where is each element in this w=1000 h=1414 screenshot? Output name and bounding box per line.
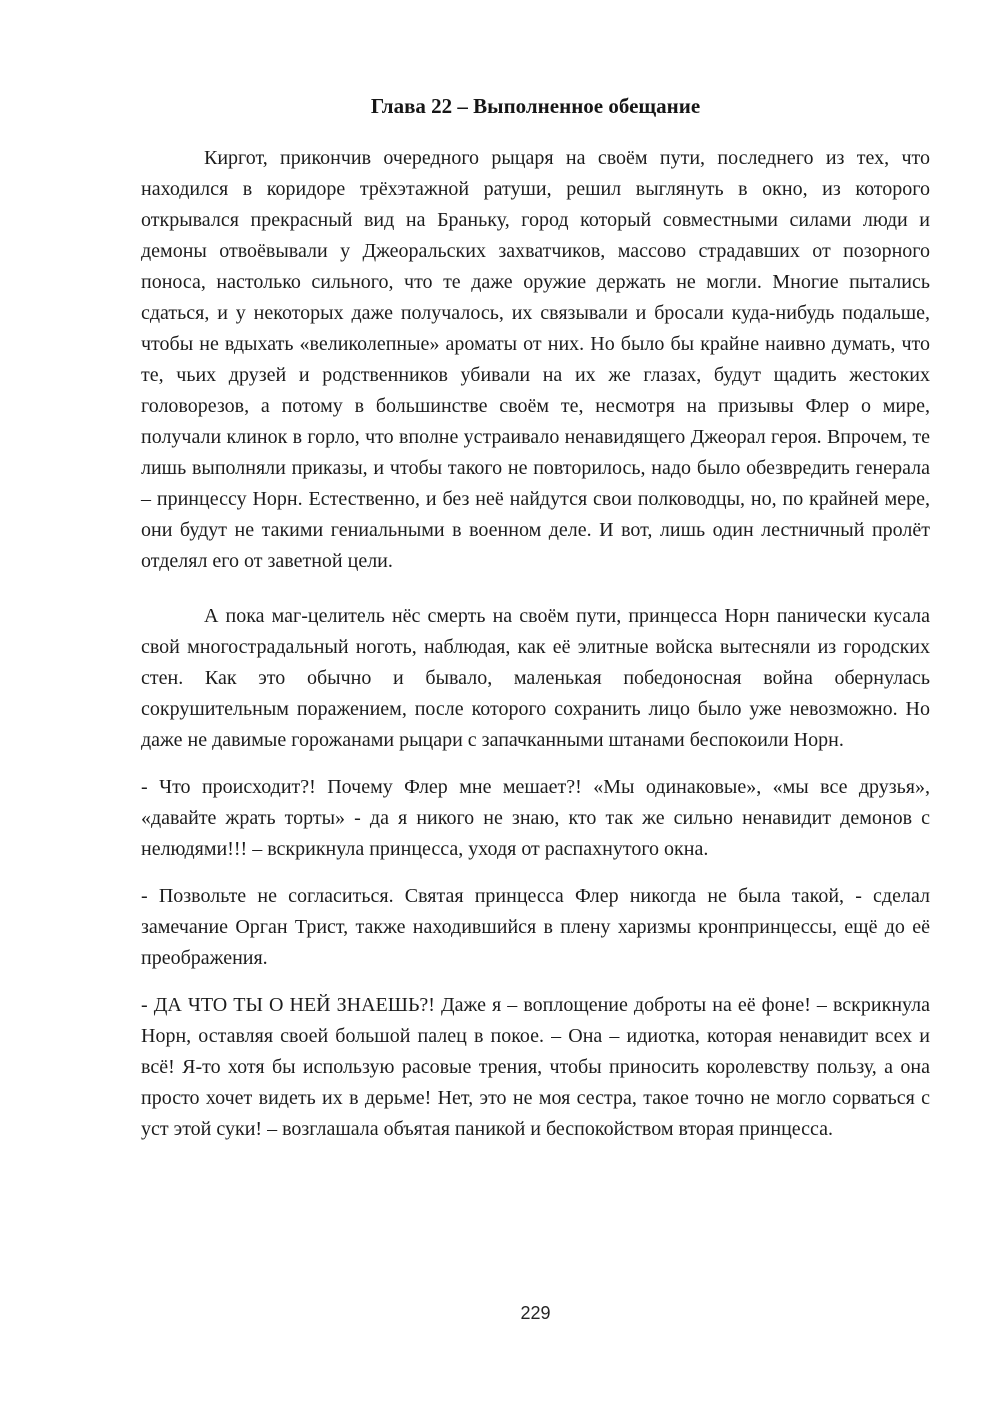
paragraph-narrative-1: Киргот, прикончив очередного рыцаря на своём пути, последнего из тех, что находился в коридоре трёхэтажной ратуши, решил выглянуть в окно, из которого открывался прекрасный вид на Браньку, город который совместными силами люди и демоны отвоёвывали у Джеоральских захватчиков, массово страдавших от позорного поноса, настолько сильного, что те даже оружие держать не могли. Многие пытались сдаться, и у некоторых даже получалось, их связывали и бросали куда-нибудь подальше, чтобы не вдыхать «великолепные» ароматы от них. Но было бы крайне наивно думать, что те, чьих друзей и родственников убивали на их же глазах, будут щадить жестоких головорезов, а потому в большинстве своём те, несмотря на призывы Флер о мире, получали клинок в горло, что вполне устраивало ненавидящего Джеорал героя. Впрочем, те лишь выполняли приказы, и чтобы такого не повторилось, надо было обезвредить генерала – принцессу Норн. Естественно, и без неё найдутся свои полководцы, но, по крайней мере, они будут не такими гениальными в военном деле. И вот, лишь один лестничный пролёт отделял его от заветной цели.: [141, 147, 930, 572]
paragraph-dialogue-1: - Что происходит?! Почему Флер мне мешает?! «Мы одинаковые», «мы все друзья», «давайте жрать торты» - да я никого не знаю, кто так же сильно ненавидит демонов с нелюдями!!! – вскрикнула принцесса, уходя от распахнутого окна.: [141, 776, 930, 860]
page-number: 229: [520, 1303, 551, 1323]
paragraph-dialogue-3: - ДА ЧТО ТЫ О НЕЙ ЗНАЕШЬ?! Даже я – воплощение доброты на её фоне! – вскрикнула Норн, оставляя своей большой палец в покое. – Она – идиотка, которая ненавидит всех и всё! Я-то хотя бы использую расовые трения, чтобы приносить королевству пользу, а она просто хочет видеть их в дерьме! Нет, это не моя сестра, такое точно не могло сорваться с уст этой суки! – возглашала объятая паникой и беспокойством вторая принцесса.: [141, 994, 930, 1140]
paragraph-narrative-2: А пока маг-целитель нёс смерть на своём пути, принцесса Норн панически кусала свой многострадальный ноготь, наблюдая, как её элитные войска вытесняли из городских стен. Как это обычно и бывало, маленькая победоносная война обернулась сокрушительным поражением, после которого сохранить лицо было уже невозможно. Но даже не давимые горожанами рыцари с запачканными штанами беспокоили Норн.: [141, 605, 930, 751]
paragraph-dialogue-2: - Позвольте не согласиться. Святая принцесса Флер никогда не была такой, - сделал замечание Орган Трист, также находившийся в плену харизмы кронпринцессы, ещё до её преображения.: [141, 885, 930, 969]
text-block: [141, 93, 930, 1145]
chapter-title: Глава 22 – Выполненное обещание: [370, 94, 701, 118]
